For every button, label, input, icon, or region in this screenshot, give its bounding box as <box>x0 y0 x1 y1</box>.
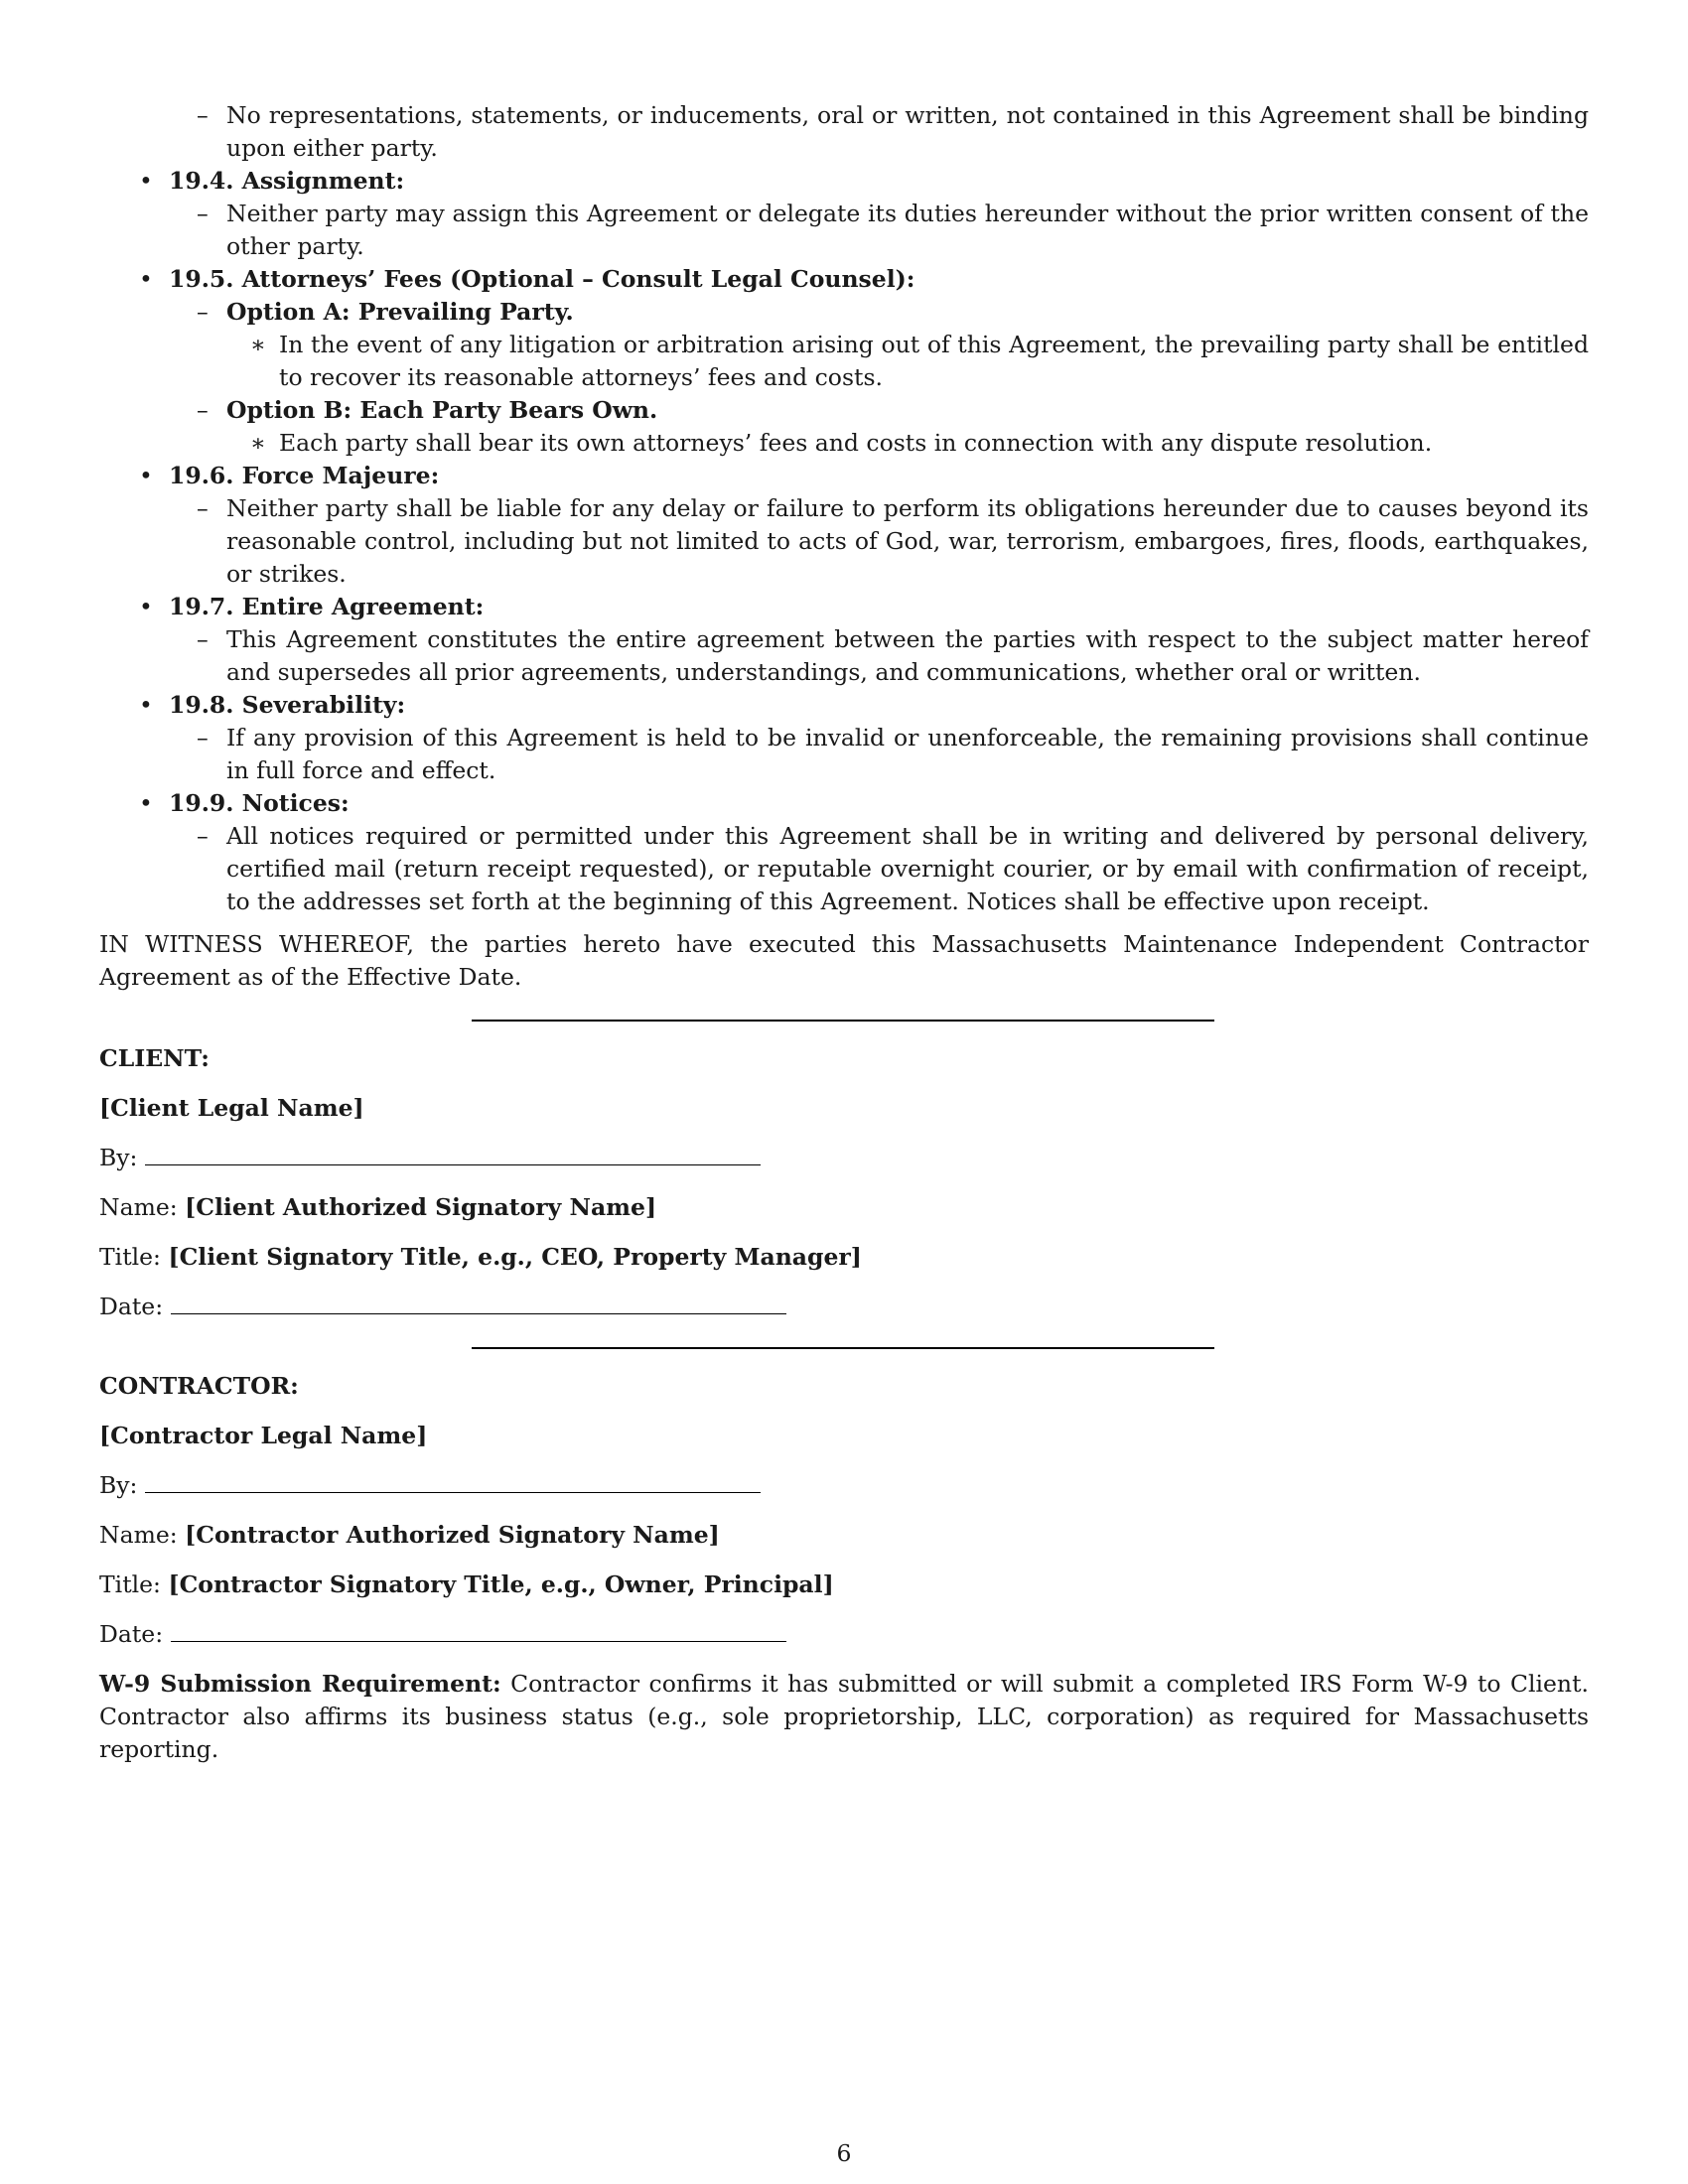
clause-19-9 <box>99 787 1589 820</box>
option-a-title: – Option A: Prevailing Party. <box>99 296 1589 329</box>
client-legal-name: [Client Legal Name] <box>99 1094 364 1122</box>
client-by-row: By: <box>99 1142 1589 1174</box>
bullet-marker: • <box>139 593 153 620</box>
clause-heading: 19.8. Severability: <box>169 691 406 719</box>
client-date-row: Date: <box>99 1291 1589 1323</box>
clause-19-3-item: – No representations, statements, or inducements, oral or written, not contained in this Agreement shall be binding upon either party. <box>197 101 1589 162</box>
dash-marker: – <box>197 200 209 227</box>
document-page <box>99 99 1589 1766</box>
bullet-marker: • <box>139 462 153 489</box>
contractor-name-row: Name: [Contractor Authorized Signatory Name] <box>99 1521 720 1549</box>
clause-19-6 <box>99 460 1589 492</box>
w9-requirement: W-9 Submission Requirement: Contractor confirms it has submitted or will submit a completed IRS Form W-9 to Client. Contractor also affirms its business status (e.g., sole proprietorship, LLC, corporation) as required for Massachusetts reporting. <box>99 1670 1589 1763</box>
bullet-marker: • <box>139 167 153 195</box>
contractor-label: CONTRACTOR: <box>99 1372 299 1400</box>
bullet-marker: • <box>139 789 153 817</box>
contractor-date-line[interactable] <box>171 1641 786 1642</box>
contractor-legal-name: [Contractor Legal Name] <box>99 1422 428 1449</box>
dash-marker: – <box>197 101 209 129</box>
clause-heading: 19.4. Assignment: <box>169 167 405 195</box>
bullet-marker: • <box>139 265 153 293</box>
contractor-by-row: By: <box>99 1469 1589 1502</box>
client-signature-line[interactable] <box>145 1164 761 1165</box>
clause-19-9-item: – All notices required or permitted under this Agreement shall be in writing and delivered by personal delivery, certified mail (return receipt requested), or reputable overnight courier, or by email with confirmation of receipt, to the addresses set forth at the beginning of this Agreement. Notices shall be effective upon receipt. <box>197 822 1589 915</box>
contractor-date-row: Date: <box>99 1618 1589 1651</box>
clause-19-7-item: – This Agreement constitutes the entire agreement between the parties with respect to the subject matter hereof and supersedes all prior agreements, understandings, and communications, whether oral or written. <box>197 625 1589 686</box>
option-b-text: ∗ Each party shall bear its own attorneys’ fees and costs in connection with any dispute resolution. <box>99 427 1589 460</box>
contractor-signature-line[interactable] <box>145 1492 761 1493</box>
dash-marker: – <box>197 298 209 326</box>
contractor-title-row: Title: [Contractor Signatory Title, e.g., Owner, Principal] <box>99 1570 834 1598</box>
divider-rule <box>472 1020 1214 1022</box>
client-name-row: Name: [Client Authorized Signatory Name] <box>99 1193 657 1221</box>
star-marker: ∗ <box>250 429 266 457</box>
star-marker: ∗ <box>250 331 266 358</box>
option-b-title: – Option B: Each Party Bears Own. <box>99 394 1589 427</box>
clause-19-7 <box>99 591 1589 623</box>
dash-marker: – <box>197 625 209 653</box>
clause-heading: 19.6. Force Majeure: <box>169 462 440 489</box>
dash-marker: – <box>197 396 209 424</box>
clause-19-8 <box>99 689 1589 722</box>
clause-heading: 19.7. Entire Agreement: <box>169 593 485 620</box>
client-label: CLIENT: <box>99 1044 210 1072</box>
dash-marker: – <box>197 494 209 522</box>
clause-19-4-item: – Neither party may assign this Agreement or delegate its duties hereunder without the prior written consent of the other party. <box>197 200 1589 260</box>
divider-rule <box>472 1347 1214 1349</box>
client-title-row: Title: [Client Signatory Title, e.g., CEO, Property Manager] <box>99 1243 862 1271</box>
bullet-marker: • <box>139 691 153 719</box>
dash-marker: – <box>197 822 209 850</box>
page-number: 6 <box>836 2139 852 2167</box>
option-a-text: ∗ In the event of any litigation or arbitration arising out of this Agreement, the prevailing party shall be entitled to recover its reasonable attorneys’ fees and costs. <box>250 331 1589 391</box>
clause-19-5 <box>99 263 1589 296</box>
clause-heading: 19.5. Attorneys’ Fees (Optional – Consult Legal Counsel): <box>169 265 915 293</box>
clause-19-6-item: – Neither party shall be liable for any delay or failure to perform its obligations hereunder due to causes beyond its reasonable control, including but not limited to acts of God, war, terrorism, embargoes, fires, floods, earthquakes, or strikes. <box>197 494 1589 588</box>
clause-heading: 19.9. Notices: <box>169 789 350 817</box>
client-date-line[interactable] <box>171 1313 786 1314</box>
witness-paragraph: IN WITNESS WHEREOF, the parties hereto have executed this Massachusetts Maintenance Independent Contractor Agreement as of the Effective Date. <box>99 930 1589 991</box>
dash-marker: – <box>197 724 209 751</box>
clause-19-4 <box>99 165 1589 198</box>
clause-19-8-item: – If any provision of this Agreement is held to be invalid or unenforceable, the remaining provisions shall continue in full force and effect. <box>197 724 1589 784</box>
